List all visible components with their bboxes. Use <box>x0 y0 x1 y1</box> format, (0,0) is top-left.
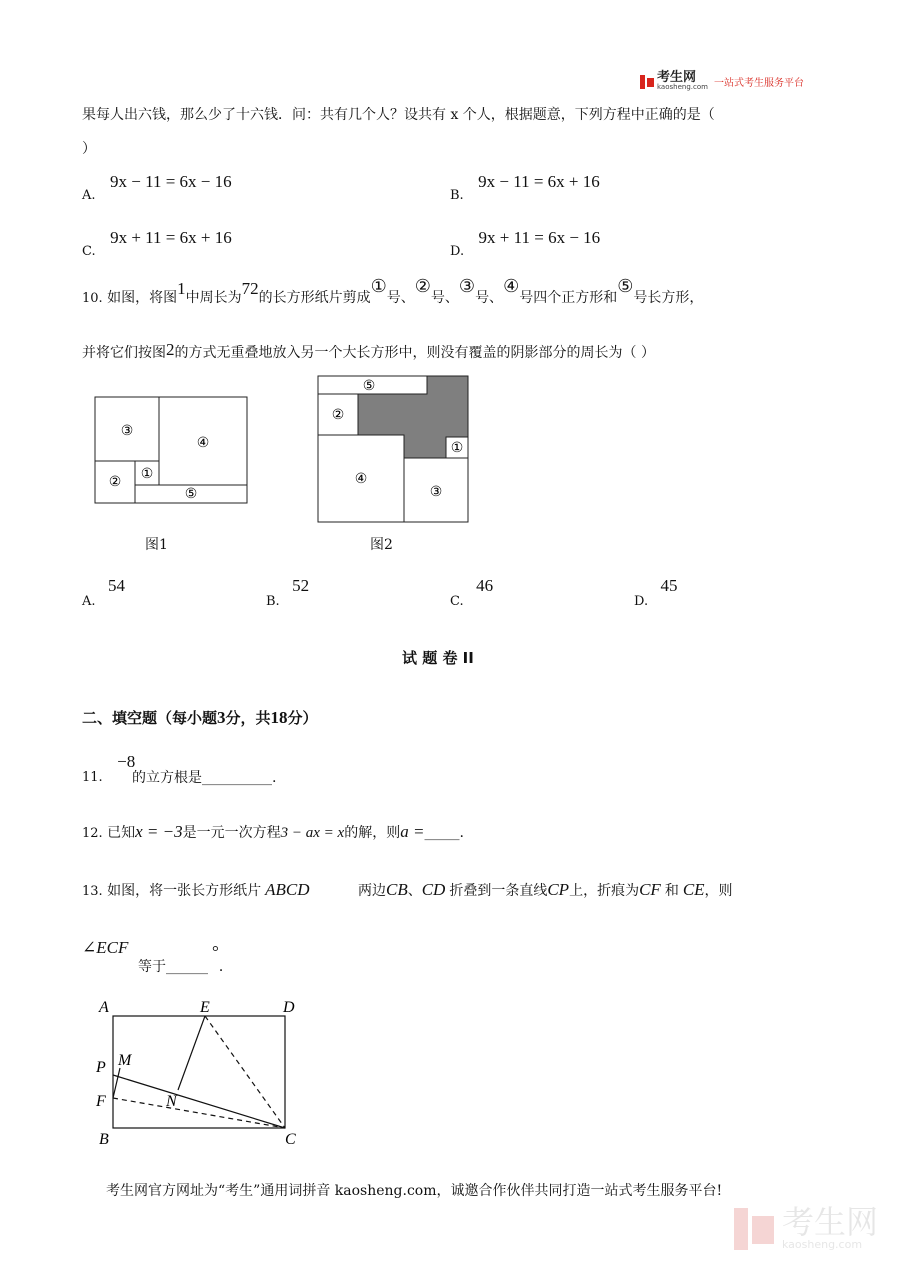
point-c-label: C <box>285 1131 296 1148</box>
q10-option-c: C. 46 <box>450 576 494 609</box>
q11: 11. −8 <box>82 752 136 785</box>
point-p-label: P <box>96 1059 106 1076</box>
q13-line1: 13. 如图，将一张长方形纸片 ABCD 两边CB、CD 折叠到一条直线CP上，折痕为CF 和 CE，则 <box>82 880 733 899</box>
fig2-label-4: ④ <box>354 471 368 487</box>
fig1-label-1: ① <box>140 466 154 482</box>
q9-option-d: D. 9x + 11 = 6x − 16 <box>450 228 601 259</box>
fig1-label-2: ② <box>108 474 122 490</box>
fig1-caption: 图1 <box>145 537 168 553</box>
fig2-label-1: ① <box>450 440 464 456</box>
q10-option-d: D. 45 <box>634 576 678 609</box>
q10-figure-2 <box>312 370 474 528</box>
fig2-label-5: ⑤ <box>362 378 376 394</box>
q10-line1: 10. 如图，将图1中周长为72的长方形纸片剪成①号、②号、③号、④号四个正方形和⑤号长方形， <box>82 276 704 306</box>
point-f-label: F <box>96 1093 106 1110</box>
q10-option-a: A. 54 <box>82 576 125 609</box>
watermark-name: 考生网 <box>781 1203 878 1241</box>
point-b-label: B <box>99 1131 109 1148</box>
footer-text: 考生网官方网址为“考生”通用词拼音 kaosheng.com，诚邀合作伙伴共同打造一站式考生服务平台! <box>106 1183 723 1199</box>
watermark-domain: kaosheng.com <box>781 1238 863 1251</box>
q9-option-b: B. 9x − 11 = 6x + 16 <box>450 172 600 203</box>
fig1-label-5: ⑤ <box>184 486 198 502</box>
logo-domain: kaosheng.com <box>657 83 708 91</box>
q10-line2: 并将它们按图2的方式无重叠地放入另一个大长方形中，则没有覆盖的阴影部分的周长为（ ） <box>82 340 655 361</box>
kaosheng-logo-icon <box>640 75 654 89</box>
q13-line2-text: 等于______°． <box>138 942 233 975</box>
q11-text: 的立方根是__________. <box>132 770 277 786</box>
point-n-label: N <box>166 1093 177 1110</box>
fig2-label-2: ② <box>331 407 345 423</box>
fig1-label-4: ④ <box>196 435 210 451</box>
fig1-label-3: ③ <box>120 423 134 439</box>
kaosheng-watermark-icon <box>734 1208 776 1250</box>
header-logo <box>640 72 804 91</box>
fig2-label-3: ③ <box>429 484 443 500</box>
q12: 12. 已知x = −3是一元一次方程3 − ax = x的解，则a =_____. <box>82 822 464 841</box>
point-m-label: M <box>118 1052 132 1069</box>
q10-option-b: B. 52 <box>266 576 310 609</box>
logo-slogan: 一站式考生服务平台 <box>713 78 804 89</box>
point-d-label: D <box>283 999 295 1016</box>
part2-title: 试 题 卷 II <box>402 649 474 667</box>
logo-name: 考生网 <box>657 70 697 85</box>
q9-stem: 果每人出六钱，那么少了十六钱．问：共有几个人？设共有 x 个人，根据题意，下列方程中正确的是（ <box>82 107 715 123</box>
q13-figure <box>90 994 310 1154</box>
q9-stem-end: ） <box>82 141 96 157</box>
watermark-logo <box>734 1203 878 1251</box>
point-a-label: A <box>99 999 109 1016</box>
fig2-caption: 图2 <box>370 537 393 553</box>
q10-figure-1 <box>90 392 255 508</box>
section-heading: 二、填空题（每小题3分，共18分） <box>82 708 318 727</box>
q13-line2: ∠ECF <box>82 938 129 957</box>
q9-option-c: C. 9x + 11 = 6x + 16 <box>82 228 232 259</box>
q9-option-a: A. 9x − 11 = 6x − 16 <box>82 172 232 203</box>
point-e-label: E <box>200 999 210 1016</box>
